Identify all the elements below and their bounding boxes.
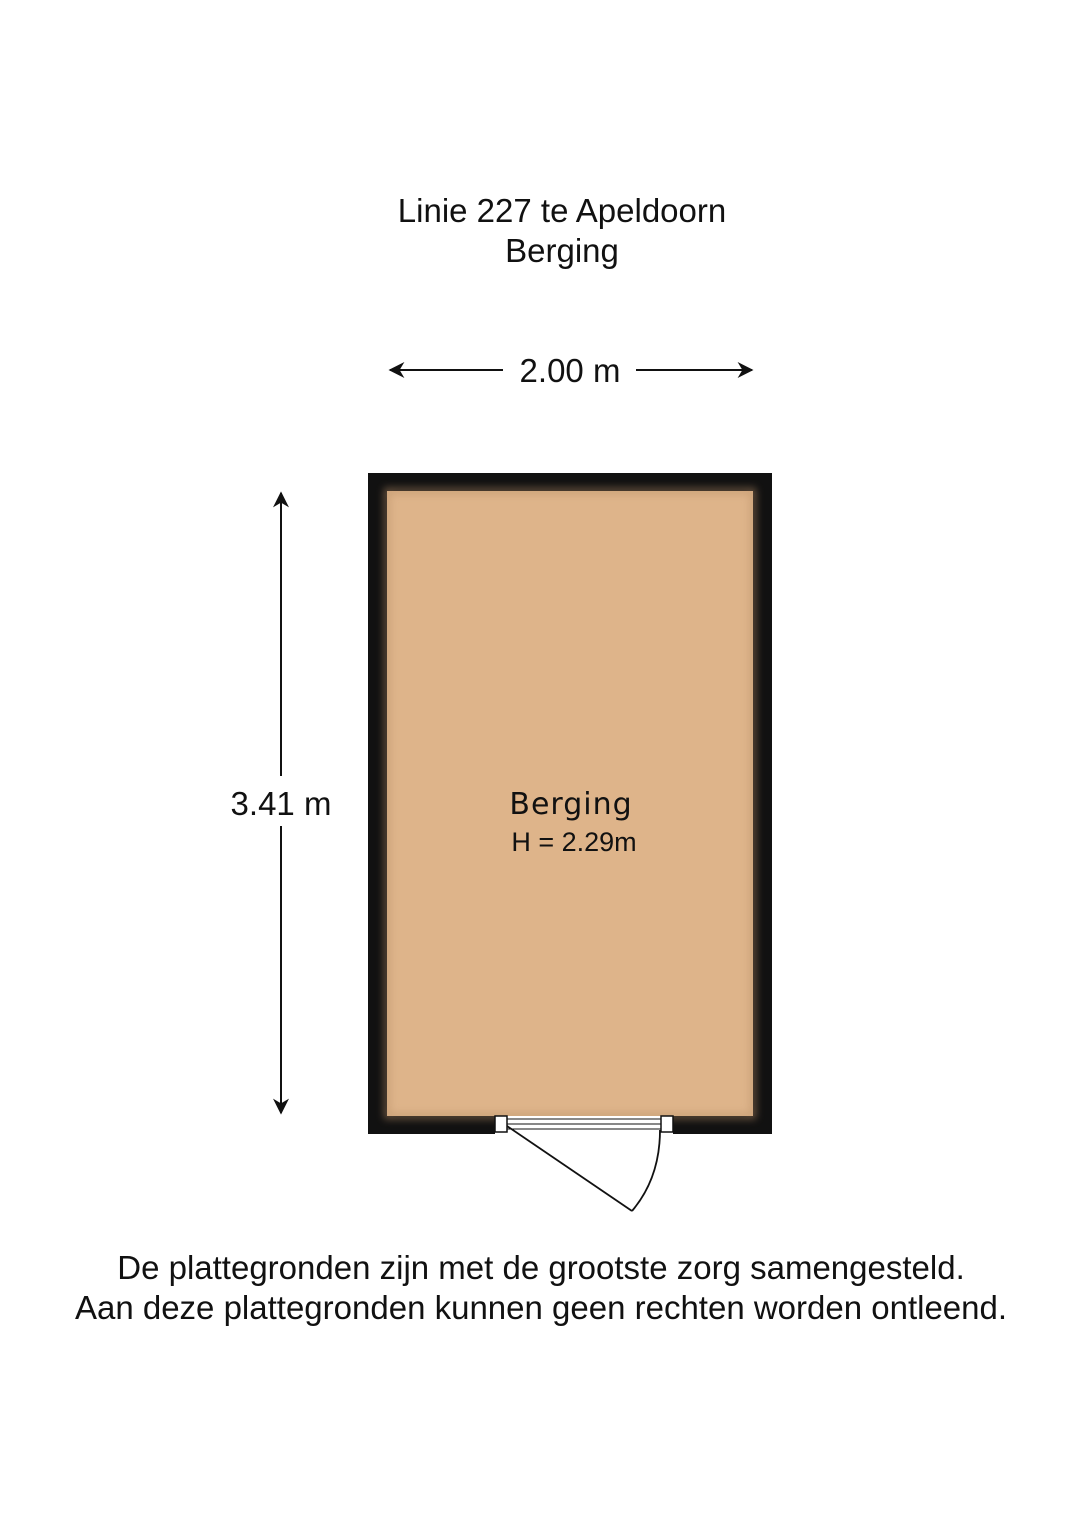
width-dimension [390,352,752,389]
plan-subtitle: Berging [505,232,619,269]
disclaimer-line-2: Aan deze plattegronden kunnen geen rechten worden ontleend. [74,1289,1008,1326]
door-jamb-right [661,1116,673,1132]
room-berging [368,473,772,1134]
disclaimer-line-1: De plattegronden zijn met de grootste zorg samengesteld. [117,1249,965,1286]
door-jamb-left [495,1116,507,1132]
door [495,1116,673,1211]
depth-dimension-label: 3.41 m [230,785,332,822]
door-leaf [507,1126,632,1211]
width-dimension-label: 2.00 m [519,352,621,389]
room-name: Berging [509,787,633,822]
depth-dimension [231,493,332,1113]
plan-title: Linie 227 te Apeldoorn [397,192,727,229]
room-height: H = 2.29m [511,827,637,857]
door-swing-arc [632,1130,660,1211]
